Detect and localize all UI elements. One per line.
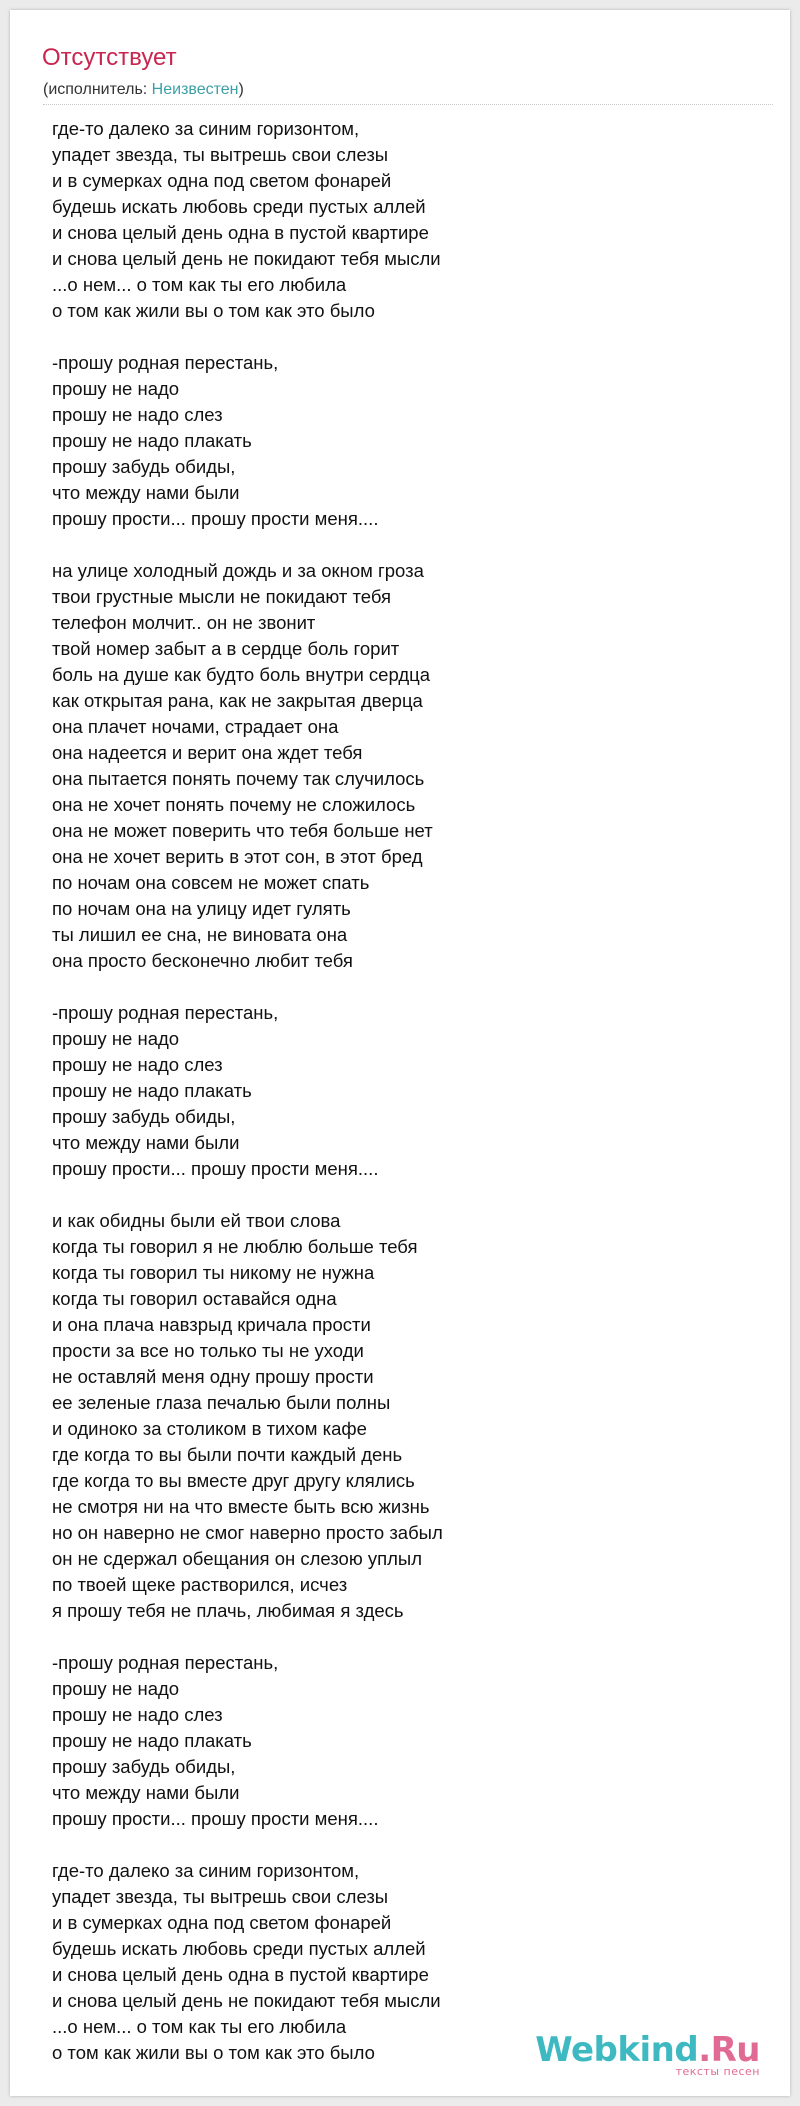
lyric-line: прошу забудь обиды, xyxy=(52,456,236,477)
lyric-line: телефон молчит.. он не звонит xyxy=(52,612,316,633)
lyric-line: -прошу родная перестань, xyxy=(52,1002,279,1023)
lyric-line: прости за все но только ты не уходи xyxy=(52,1340,364,1361)
lyric-line: ты лишил ее сна, не виновата она xyxy=(52,924,348,945)
lyric-line: и как обидны были ей твои слова xyxy=(52,1210,341,1231)
lyric-line: что между нами были xyxy=(52,1132,240,1153)
stanza-break xyxy=(52,532,752,558)
lyric-line: по твоей щеке растворился, исчез xyxy=(52,1574,348,1595)
lyric-line: и снова целый день одна в пустой квартире xyxy=(52,1964,429,1985)
lyric-line: она не хочет понять почему не сложилось xyxy=(52,794,416,815)
artist-link[interactable]: Неизвестен xyxy=(151,81,239,98)
stanza-break xyxy=(52,1182,752,1208)
lyric-line: о том как жили вы о том как это было xyxy=(52,2042,375,2063)
lyric-line: где-то далеко за синим горизонтом, xyxy=(52,118,360,139)
lyric-line: она пытается понять почему так случилось xyxy=(52,768,425,789)
lyric-line: прошу не надо xyxy=(52,1028,180,1049)
lyric-line: ...о нем... о том как ты его любила xyxy=(52,2016,347,2037)
lyric-line: прошу не надо плакать xyxy=(52,430,252,451)
lyric-line: прошу прости... прошу прости меня.... xyxy=(52,1158,379,1179)
lyric-line: когда ты говорил оставайся одна xyxy=(52,1288,337,1309)
lyric-line: будешь искать любовь среди пустых аллей xyxy=(52,196,426,217)
lyric-line: упадет звезда, ты вытрешь свои слезы xyxy=(52,1886,389,1907)
lyric-line: где когда то вы вместе друг другу клялись xyxy=(52,1470,415,1491)
lyric-line: что между нами были xyxy=(52,482,240,503)
lyric-line: твой номер забыт а в сердце боль горит xyxy=(52,638,400,659)
lyric-line: прошу забудь обиды, xyxy=(52,1106,236,1127)
lyric-line: прошу не надо слез xyxy=(52,404,223,425)
webkind-logo[interactable] xyxy=(535,2032,760,2078)
logo-web: Webkind xyxy=(535,2030,699,2070)
lyric-line: и в сумерках одна под светом фонарей xyxy=(52,170,392,191)
artist-prefix: (исполнитель: xyxy=(43,81,152,98)
lyric-line: упадет звезда, ты вытрешь свои слезы xyxy=(52,144,389,165)
lyrics-body xyxy=(52,116,752,2066)
lyric-line: по ночам она совсем не может спать xyxy=(52,872,370,893)
lyric-line: и снова целый день не покидают тебя мысли xyxy=(52,1990,441,2011)
lyric-line: прошу забудь обиды, xyxy=(52,1756,236,1777)
lyric-line: -прошу родная перестань, xyxy=(52,352,279,373)
lyric-line: твои грустные мысли не покидают тебя xyxy=(52,586,392,607)
lyric-line: о том как жили вы о том как это было xyxy=(52,300,375,321)
logo-wordmark xyxy=(535,2032,760,2068)
stanza-break xyxy=(52,974,752,1000)
lyric-line: не оставляй меня одну прошу прости xyxy=(52,1366,374,1387)
title-divider xyxy=(43,104,773,105)
lyric-line: и в сумерках одна под светом фонарей xyxy=(52,1912,392,1933)
lyric-line: она просто бесконечно любит тебя xyxy=(52,950,353,971)
stanza-break xyxy=(52,1624,752,1650)
lyric-line: она надеется и верит она ждет тебя xyxy=(52,742,363,763)
lyric-line: по ночам она на улицу идет гулять xyxy=(52,898,351,919)
lyric-line: и снова целый день не покидают тебя мысли xyxy=(52,248,441,269)
lyric-line: как открытая рана, как не закрытая дверца xyxy=(52,690,423,711)
song-title: Отсутствует xyxy=(42,44,177,71)
lyric-line: ...о нем... о том как ты его любила xyxy=(52,274,347,295)
stanza-break xyxy=(52,1832,752,1858)
lyric-line: прошу не надо слез xyxy=(52,1054,223,1075)
lyric-line: на улице холодный дождь и за окном гроза xyxy=(52,560,424,581)
lyric-line: ее зеленые глаза печалью были полны xyxy=(52,1392,391,1413)
stanza-break xyxy=(52,324,752,350)
logo-ru: .Ru xyxy=(698,2030,760,2070)
lyric-line: и снова целый день одна в пустой квартире xyxy=(52,222,429,243)
lyric-line: прошу не надо плакать xyxy=(52,1080,252,1101)
lyric-line: боль на душе как будто боль внутри сердца xyxy=(52,664,431,685)
lyric-line: будешь искать любовь среди пустых аллей xyxy=(52,1938,426,1959)
lyric-line: прошу не надо плакать xyxy=(52,1730,252,1751)
lyric-line: она плачет ночами, страдает она xyxy=(52,716,339,737)
lyric-line: прошу не надо xyxy=(52,378,180,399)
lyric-line: и она плача навзрыд кричала прости xyxy=(52,1314,371,1335)
lyric-line: что между нами были xyxy=(52,1782,240,1803)
lyric-line: я прошу тебя не плачь, любимая я здесь xyxy=(52,1600,404,1621)
lyric-line: когда ты говорил я не люблю больше тебя xyxy=(52,1236,418,1257)
lyric-line: но он наверно не смог наверно просто забыл xyxy=(52,1522,443,1543)
lyric-line: она не хочет верить в этот сон, в этот бред xyxy=(52,846,423,867)
lyric-line: прошу прости... прошу прости меня.... xyxy=(52,508,379,529)
lyric-line: где-то далеко за синим горизонтом, xyxy=(52,1860,360,1881)
artist-suffix: ) xyxy=(238,81,244,98)
lyric-line: где когда то вы были почти каждый день xyxy=(52,1444,403,1465)
lyric-line: и одиноко за столиком в тихом кафе xyxy=(52,1418,367,1439)
lyric-line: прошу прости... прошу прости меня.... xyxy=(52,1808,379,1829)
lyrics-card xyxy=(10,10,790,2096)
lyric-line: не смотря ни на что вместе быть всю жизнь xyxy=(52,1496,430,1517)
lyric-line: -прошу родная перестань, xyxy=(52,1652,279,1673)
lyric-line: она не может поверить что тебя больше нет xyxy=(52,820,433,841)
artist-line xyxy=(43,80,244,100)
lyric-line: когда ты говорил ты никому не нужна xyxy=(52,1262,375,1283)
lyric-line: прошу не надо xyxy=(52,1678,180,1699)
logo-subtitle: тексты песен xyxy=(675,2065,760,2078)
lyric-line: он не сдержал обещания он слезою уплыл xyxy=(52,1548,422,1569)
lyric-line: прошу не надо слез xyxy=(52,1704,223,1725)
